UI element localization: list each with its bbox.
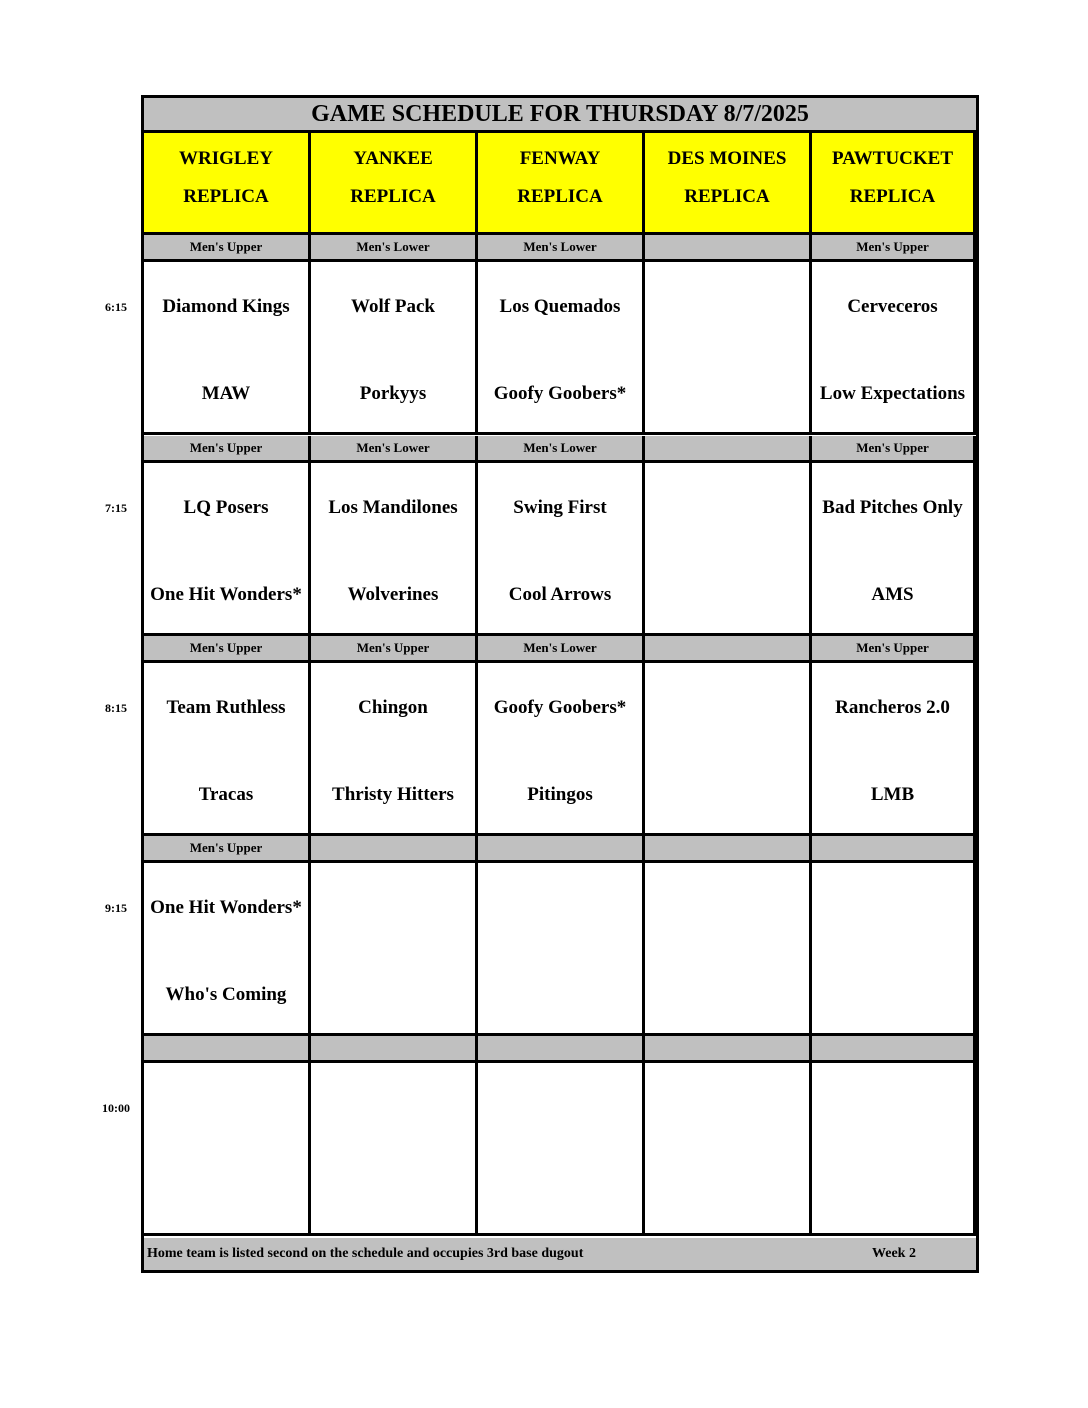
- field-subtitle: REPLICA: [517, 186, 603, 207]
- division-label: Men's Upper: [812, 235, 976, 262]
- home-team: One Hit Wonders*: [150, 583, 302, 605]
- home-team: [645, 968, 809, 1020]
- division-label: [812, 1036, 976, 1063]
- home-team: [144, 1168, 308, 1220]
- home-team: MAW: [201, 382, 251, 404]
- away-team: [478, 1081, 642, 1133]
- game-cell: [144, 1063, 311, 1236]
- game-cell: [311, 663, 478, 836]
- game-cell: [645, 1063, 812, 1236]
- division-label: Men's Lower: [311, 436, 478, 463]
- away-team: Chingon: [358, 696, 428, 718]
- field-subtitle: REPLICA: [849, 186, 936, 207]
- away-team: Swing First: [513, 496, 607, 518]
- division-label: Men's Upper: [144, 436, 311, 463]
- away-team: Cerveceros: [847, 295, 938, 317]
- away-team: [645, 1081, 809, 1133]
- field-name: YANKEE: [353, 148, 433, 169]
- division-label: [645, 235, 812, 262]
- away-team: Los Quemados: [499, 295, 621, 317]
- home-team: LMB: [870, 783, 915, 805]
- game-cell: [311, 1063, 478, 1236]
- away-team: One Hit Wonders*: [150, 896, 302, 918]
- game-cell: [144, 863, 311, 1036]
- away-team: [812, 1081, 973, 1133]
- away-team: [645, 481, 809, 533]
- away-team: Diamond Kings: [162, 295, 290, 317]
- division-label: Men's Lower: [311, 235, 478, 262]
- game-cell: [812, 663, 976, 836]
- field-subtitle: REPLICA: [684, 186, 770, 207]
- away-team: Los Mandilones: [328, 496, 458, 518]
- division-label: [478, 836, 645, 863]
- away-team: LQ Posers: [183, 496, 269, 518]
- game-cell: [478, 863, 645, 1036]
- division-label: [311, 836, 478, 863]
- away-team: Wolf Pack: [351, 295, 435, 317]
- division-label: [812, 836, 976, 863]
- division-label: Men's Upper: [144, 636, 311, 663]
- home-team: [478, 968, 642, 1020]
- time-label: 9:15: [105, 901, 127, 915]
- field-subtitle: REPLICA: [350, 186, 436, 207]
- game-cell: [478, 663, 645, 836]
- home-team: Who's Coming: [165, 983, 287, 1005]
- away-team: [645, 280, 809, 332]
- division-label: [645, 836, 812, 863]
- field-header-pawtucket: [812, 133, 976, 235]
- division-label: [645, 1036, 812, 1063]
- home-team: [311, 1168, 475, 1220]
- away-team: Bad Pitches Only: [822, 496, 963, 518]
- game-cell: [478, 262, 645, 435]
- game-cell: [144, 463, 311, 636]
- home-team: Tracas: [198, 783, 254, 805]
- away-team: [311, 881, 475, 933]
- footer: [144, 1238, 976, 1270]
- away-team: Rancheros 2.0: [835, 696, 950, 718]
- home-team: Wolverines: [347, 583, 439, 605]
- home-team: Cool Arrows: [508, 583, 612, 605]
- field-header-yankee: [311, 133, 478, 235]
- field-header-des-moines: [645, 133, 812, 235]
- field-subtitle: REPLICA: [183, 186, 269, 207]
- time-label: 8:15: [105, 701, 127, 715]
- time-label: 7:15: [105, 501, 127, 515]
- time-label: 6:15: [105, 300, 127, 314]
- home-team: [645, 568, 809, 620]
- home-team: [812, 1168, 973, 1220]
- field-name: WRIGLEY: [179, 148, 273, 169]
- away-team: Team Ruthless: [166, 696, 286, 718]
- field-name: PAWTUCKET: [831, 148, 954, 169]
- division-label: [645, 636, 812, 663]
- home-team: Porkyys: [359, 382, 427, 404]
- game-cell: [812, 463, 976, 636]
- home-team: [812, 968, 973, 1020]
- game-cell: [812, 262, 976, 435]
- division-label: Men's Upper: [812, 636, 976, 663]
- game-cell: [311, 463, 478, 636]
- division-label: Men's Upper: [144, 235, 311, 262]
- division-label: Men's Lower: [478, 636, 645, 663]
- home-team: [478, 1168, 642, 1220]
- game-cell: [645, 463, 812, 636]
- home-team: Goofy Goobers*: [493, 382, 627, 404]
- field-header-wrigley: [144, 133, 311, 235]
- game-cell: [311, 863, 478, 1036]
- division-label: Men's Upper: [144, 836, 311, 863]
- away-team: [478, 881, 642, 933]
- week-label: Week 2: [872, 1246, 916, 1261]
- field-header-fenway: [478, 133, 645, 235]
- game-cell: [478, 1063, 645, 1236]
- footer-note: Home team is listed second on the schedule and occupies 3rd base dugout: [147, 1246, 584, 1261]
- game-cell: [144, 262, 311, 435]
- division-label: [645, 436, 812, 463]
- division-label: Men's Upper: [311, 636, 478, 663]
- game-cell: [311, 262, 478, 435]
- division-label: [144, 1036, 311, 1063]
- home-team: [645, 1168, 809, 1220]
- home-team: [645, 768, 809, 820]
- home-team: Thristy Hitters: [332, 783, 454, 805]
- game-cell: [478, 463, 645, 636]
- division-label: [478, 1036, 645, 1063]
- time-label: 10:00: [102, 1101, 130, 1115]
- division-label: Men's Lower: [478, 436, 645, 463]
- away-team: [144, 1081, 308, 1133]
- division-label: Men's Lower: [478, 235, 645, 262]
- home-team: Pitingos: [527, 783, 593, 805]
- field-name: FENWAY: [519, 148, 601, 169]
- game-cell: [645, 863, 812, 1036]
- home-team: Low Expectations: [819, 382, 966, 404]
- schedule-table: [141, 95, 979, 1273]
- page-title: GAME SCHEDULE FOR THURSDAY 8/7/2025: [144, 98, 976, 133]
- home-team: [645, 367, 809, 419]
- game-cell: [812, 1063, 976, 1236]
- away-team: [645, 881, 809, 933]
- game-cell: [645, 663, 812, 836]
- home-team: AMS: [871, 583, 914, 605]
- division-label: Men's Upper: [812, 436, 976, 463]
- field-name: DES MOINES: [667, 148, 787, 169]
- away-team: [812, 881, 973, 933]
- away-team: [311, 1081, 475, 1133]
- home-team: [311, 968, 475, 1020]
- game-cell: [645, 262, 812, 435]
- division-label: [311, 1036, 478, 1063]
- away-team: [645, 681, 809, 733]
- game-cell: [144, 663, 311, 836]
- away-team: Goofy Goobers*: [493, 696, 627, 718]
- game-cell: [812, 863, 976, 1036]
